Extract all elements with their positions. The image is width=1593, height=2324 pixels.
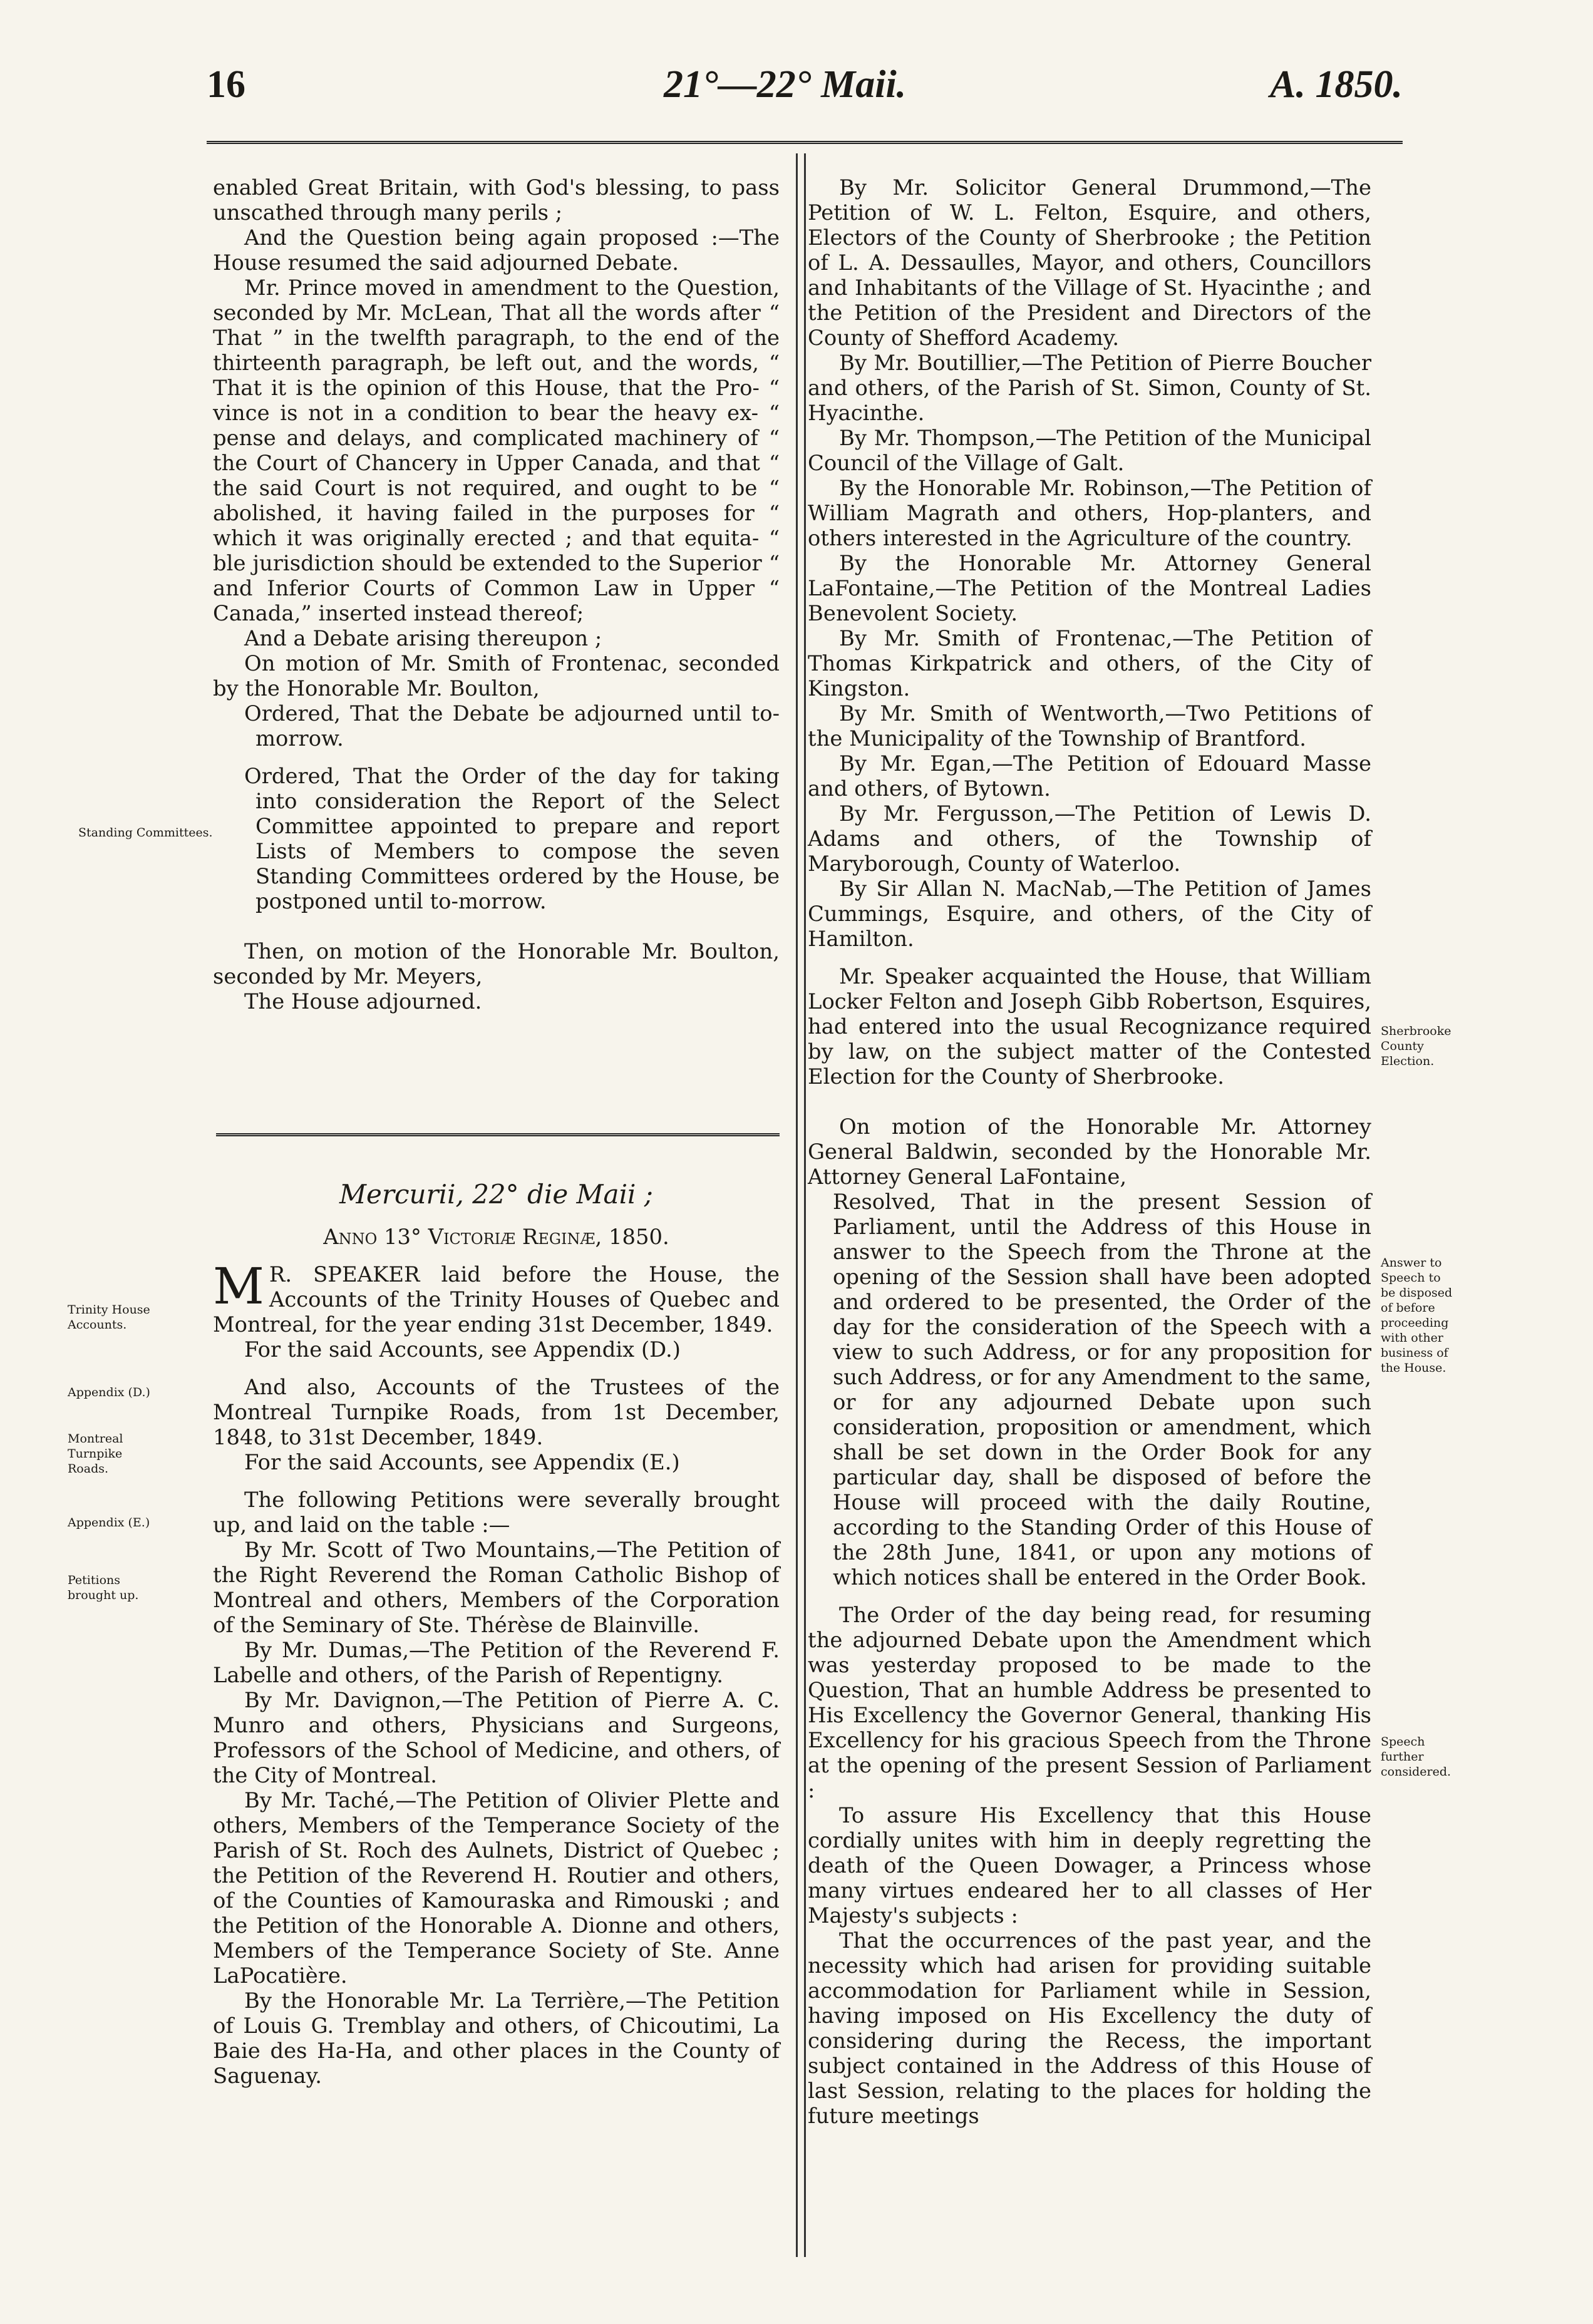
para-occurrences: That the occurrences of the past year, and the necessity which had arisen for providing suitable accommodation for Parliament while in Session, having imposed on His Excellency the duty of considering during the Recess, the important subject contained in the Address of this House of last Session, relating to the places for holding the future meetings: [808, 1928, 1371, 2128]
margin-note-petitions: Petitions brought up.: [68, 1573, 139, 1602]
para-house-adjourned: The House adjourned.: [244, 989, 482, 1014]
margin-note-appendix-e: Appendix (E.): [68, 1516, 150, 1530]
margin-note-appendix-d: Appendix (D.): [68, 1386, 150, 1399]
petition-thompson: By Mr. Thompson,—The Petition of the Municipal Council of the Village of Galt.: [808, 426, 1371, 475]
day-title: Mercurii, 22° die Maii ;: [339, 1179, 653, 1210]
petition-lafontaine: By the Honorable Mr. Attorney General LaFontaine,—The Petition of the Montreal Ladies Benevolent Society.: [808, 551, 1371, 625]
margin-note-answer-speech: Answer to Speech to be disposed of before proceeding with other business of the House.: [1381, 1256, 1453, 1375]
right-column: [808, 175, 1371, 2129]
petition-egan: By Mr. Egan,—The Petition of Edouard Masse and others, of Bytown.: [808, 751, 1371, 801]
petition-tache: By Mr. Taché,—The Petition of Olivier Plette and others, Members of the Temperance Society of the Parish of St. Roch des Aulnets, District of Quebec ; the Petition of the Reverend H. Routier and others, of the Counties of Kamouraska and Rimouski ; and the Petition of the Honorable A. Dionne and others, Members of the Temperance Society of Ste. Anne LaPocatière.: [213, 1788, 780, 1988]
para-sherbrooke: Mr. Speaker acquainted the House, that William Locker Felton and Joseph Gibb Robertson, Esquires, had entered into the usual Recognizance required by law, on the subject matter of the Contested Election for the County of Sherbrooke.: [808, 964, 1371, 1089]
left-column-lower: [213, 1177, 780, 2089]
petition-davignon: By Mr. Davignon,—The Petition of Pierre A. C. Munro and others, Physicians and Surgeons, Professors of the School of Medicine, and others, of the City of Montreal.: [213, 1688, 780, 1787]
para-speaker-accounts: [213, 1257, 780, 1337]
section-rule: [216, 1133, 780, 1136]
petition-la-terriere: By the Honorable Mr. La Terrière,—The Petition of Louis G. Tremblay and others, of Chicoutimi, La Baie des Ha-Ha, and other places in the County of Saguenay.: [213, 1988, 780, 2088]
petition-smith-frontenac: By Mr. Smith of Frontenac,—The Petition of Thomas Kirkpatrick and others, of the City of Kingston.: [808, 626, 1371, 701]
para-debate-arising: And a Debate arising thereupon ;: [244, 626, 602, 650]
margin-note-trinity-house: Trinity House Accounts.: [68, 1303, 150, 1332]
para-resolved: Resolved, That in the present Session of Parliament, until the Address of this House in answer to the Speech from the Throne at the opening of the Session shall have been adopted and ordered to be presented, the Order of the day for the consideration of the Speech with a view to such Address, or for any proposition for such Address, or for any Amendment to the same, or for any adjourned Debate upon such consideration, proposition or amendment, which shall be set down in the Order Book for any particular day, shall be disposed of before the House will proceed with the daily Routine, according to the Standing Order of this House of the 28th June, 1841, or upon any motions of which notices shall be entered in the Order Book.: [833, 1190, 1371, 1590]
para-motion-smith: On motion of Mr. Smith of Frontenac, seconded by the Honorable Mr. Boulton,: [213, 651, 780, 701]
header-year: A. 1850.: [1270, 63, 1403, 106]
petition-robinson: By the Honorable Mr. Robinson,—The Petition of William Magrath and others, Hop-planters, and others interested in the Agriculture of the country.: [808, 476, 1371, 550]
page-number: 16: [207, 63, 245, 106]
header-date: 21°—22° Maii.: [664, 63, 907, 106]
margin-note-speech-further: Speech further considered.: [1381, 1735, 1451, 1779]
para-appendix-e: For the said Accounts, see Appendix (E.): [244, 1450, 680, 1474]
petition-boutillier: By Mr. Boutillier,—The Petition of Pierre Boucher and others, of the Parish of St. Simon, County of St. Hyacinthe.: [808, 351, 1371, 425]
petition-scott: By Mr. Scott of Two Mountains,—The Petition of the Right Reverend the Roman Catholic Bishop of Montreal and others, Members of the Corporation of the Seminary of Ste. Thérèse de Blainville.: [213, 1538, 780, 1637]
para-great-britain: enabled Great Britain, with God's blessing, to pass unscathed through many perils ;: [213, 175, 780, 225]
para-motion-baldwin: On motion of the Honorable Mr. Attorney General Baldwin, seconded by the Honorable Mr. Attorney General LaFontaine,: [808, 1114, 1371, 1189]
para-question-proposed: And the Question being again proposed :—The House resumed the said adjourned Debate.: [213, 225, 780, 275]
para-then-motion: Then, on motion of the Honorable Mr. Boulton, seconded by Mr. Meyers,: [213, 939, 780, 989]
para-assure: To assure His Excellency that this House cordially unites with him in deeply regretting the death of the Queen Dowager, a Princess whose many virtues endeared her to all classes of Her Majesty's subjects :: [808, 1803, 1371, 1928]
speaker-text: R. SPEAKER laid before the House, the Accounts of the Trinity Houses of Quebec and Montreal, for the year ending 31st December, 1849.: [213, 1262, 780, 1337]
margin-note-montreal-turnpike: Montreal Turnpike Roads.: [68, 1432, 123, 1476]
anno-line: Anno 13° Victoriæ Reginæ, 1850.: [323, 1225, 669, 1249]
left-column: [213, 175, 780, 1014]
petition-fergusson: By Mr. Fergusson,—The Petition of Lewis D. Adams and others, of the Township of Maryborough, County of Waterloo.: [808, 801, 1371, 876]
petition-macnab: By Sir Allan N. MacNab,—The Petition of James Cummings, Esquire, and others, of the City of Hamilton.: [808, 877, 1371, 951]
header-rule: [207, 141, 1403, 144]
para-ordered-committees: Ordered, That the Order of the day for taking into consideration the Report of the Select Committee appointed to prepare and report Lists of Members to compose the seven Standing Committees ordered by the House, be postponed until to-morrow.: [244, 764, 780, 913]
drop-cap: M: [213, 1257, 264, 1315]
petition-smith-wentworth: By Mr. Smith of Wentworth,—Two Petitions of the Municipality of the Township of Brantford.: [808, 701, 1371, 751]
margin-note-standing-committees: Standing Committees.: [78, 826, 213, 840]
para-order-of-day: The Order of the day being read, for resuming the adjourned Debate upon the Amendment which was yesterday proposed to be made to the Question, That an humble Address be presented to His Excellency the Governor General, thanking His Excellency for his gracious Speech from the Throne at the opening of the present Session of Parliament :: [808, 1603, 1371, 1802]
para-prince-amendment: Mr. Prince moved in amendment to the Question, seconded by Mr. McLean, That all the words after “ That ” in the twelfth paragraph, to the end of the thirteenth paragraph, be left out, and the words, “ That it is the opinion of this House, that the Pro- “ vince is not in a condition to bear the heavy ex- “ pense and delays, and complicated machinery of “ the Court of Chancery in Upper Canada, and that “ the said Court is not required, and ought to be “ abolished, it having failed in the purposes for “ which it was originally erected ; and that equita- “ ble jurisdiction should be extended to the Superior “ and Inferior Courts of Common Law in Upper “ Canada,” inserted instead thereof;: [213, 275, 780, 625]
para-petitions-intro: The following Petitions were severally brought up, and laid on the table :—: [213, 1488, 780, 1537]
para-turnpike: And also, Accounts of the Trustees of the Montreal Turnpike Roads, from 1st December, 1848, to 31st December, 1849.: [213, 1375, 780, 1449]
page-header: [207, 63, 1403, 131]
column-divider: [796, 153, 806, 2257]
margin-note-sherbrooke: Sherbrooke County Election.: [1381, 1024, 1451, 1068]
para-ordered-debate: Ordered, That the Debate be adjourned until to-morrow.: [244, 701, 780, 751]
para-appendix-d: For the said Accounts, see Appendix (D.): [244, 1337, 681, 1362]
petition-drummond: By Mr. Solicitor General Drummond,—The Petition of W. L. Felton, Esquire, and others, Electors of the County of Sherbrooke ; the Petition of L. A. Dessaulles, Mayor, and others, Councillors and Inhabitants of the Village of St. Hyacinthe ; and the Petition of the President and Directors of the County of Shefford Academy.: [808, 175, 1371, 350]
petition-dumas: By Mr. Dumas,—The Petition of the Reverend F. Labelle and others, of the Parish of Repentigny.: [213, 1638, 780, 1687]
